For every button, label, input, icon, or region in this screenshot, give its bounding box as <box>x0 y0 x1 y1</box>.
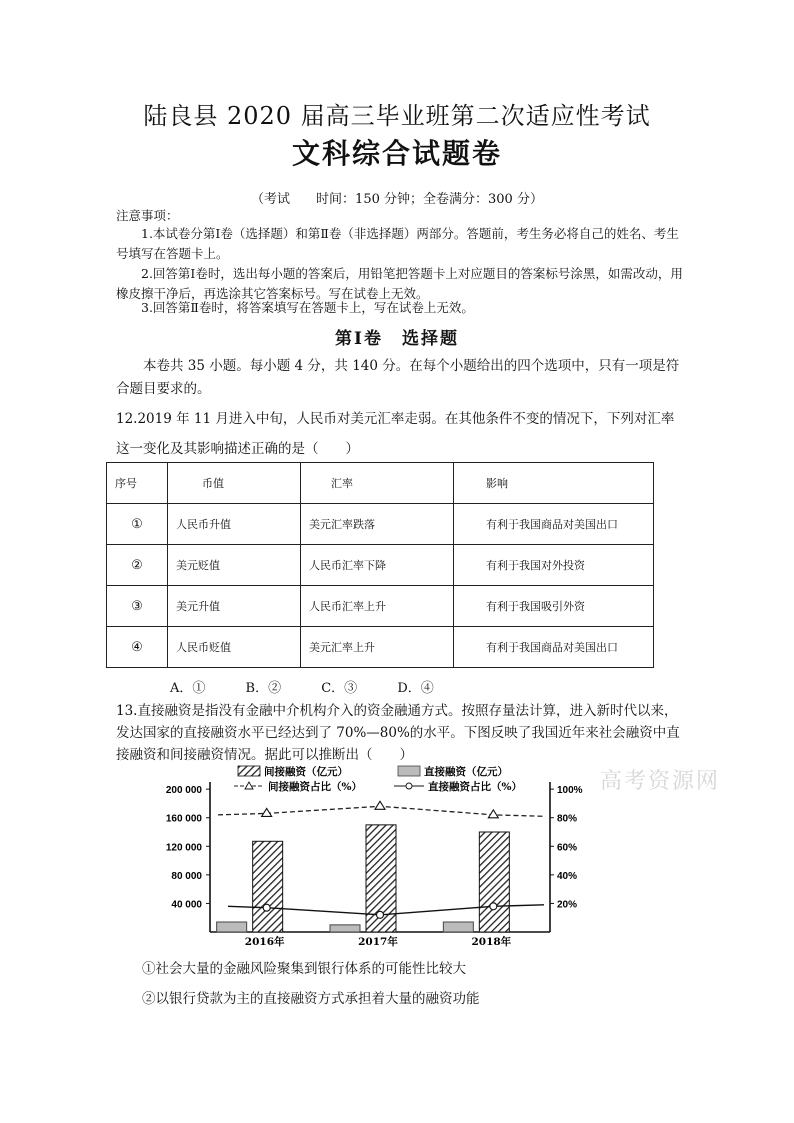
notes-heading: 注意事项： <box>116 208 179 223</box>
left-tick-label: 80 000 <box>171 870 202 882</box>
note-item-3: 3.回答第Ⅱ卷时，将答案填写在答题卡上，写在试卷上无效。 <box>141 300 474 315</box>
watermark: 高考资源网 <box>600 769 721 794</box>
table-row <box>107 504 654 545</box>
table-cell: 人民币汇率下降 <box>301 545 454 586</box>
table-cell: 有利于我国商品对美国出口 <box>454 504 654 545</box>
q13-statement-1: ①社会大量的金融风险聚集到银行体系的可能性比较大 <box>142 961 466 977</box>
exam-title: 陆良县 2020 届高三毕业班第二次适应性考试 <box>143 102 651 130</box>
right-tick-label: 60% <box>557 842 578 854</box>
table-header-row <box>107 463 654 504</box>
bar-direct-financing <box>217 922 247 932</box>
marker-indirect-share <box>375 801 385 809</box>
table-cell: ④ <box>107 627 168 668</box>
marker-direct-share <box>490 903 497 910</box>
table-cell: 有利于我国对外投资 <box>454 545 654 586</box>
table-cell: 人民币汇率上升 <box>301 586 454 627</box>
left-tick-label: 160 000 <box>165 813 202 825</box>
x-tick-label: 2017年 <box>358 936 398 948</box>
right-tick-label: 40% <box>557 870 578 882</box>
table-row <box>107 545 654 586</box>
note-item-2: 2.回答第Ⅰ卷时，选出每小题的答案后，用铅笔把答题卡上对应题目的答案标号涂黑，如需改动，用橡皮擦干净后，再选涂其它答案标号。写在试卷上无效。 <box>116 266 683 301</box>
table-cell: 有利于我国商品对美国出口 <box>454 627 654 668</box>
exam-info: （考试 时间：150 分钟；全卷满分：300 分） <box>251 192 543 207</box>
right-tick-label: 20% <box>557 899 578 911</box>
financing-chart <box>130 762 590 954</box>
legend-label-indirect-share: 间接融资占比（%） <box>268 781 362 793</box>
legend-label-direct: 直接融资（亿元） <box>424 766 508 778</box>
marker-direct-share <box>263 904 270 911</box>
exchange-rate-table <box>106 462 654 668</box>
table-row <box>107 586 654 627</box>
marker-indirect-share <box>488 810 498 818</box>
bar-direct-financing <box>330 925 360 932</box>
table-cell: 美元升值 <box>168 586 301 627</box>
option-a: A．① <box>170 681 206 696</box>
bar-direct-financing <box>443 922 473 932</box>
right-tick-label: 100% <box>557 785 583 797</box>
legend-swatch-direct <box>398 766 420 776</box>
section-title: 第Ⅰ卷 选择题 <box>335 329 459 349</box>
marker-direct-share <box>377 911 384 918</box>
right-tick-label: 80% <box>557 813 578 825</box>
legend-label-indirect: 间接融资（亿元） <box>264 766 348 778</box>
bar-indirect-financing <box>253 841 283 932</box>
option-b: B．② <box>245 681 282 696</box>
table-cell: 人民币升值 <box>168 504 301 545</box>
bar-indirect-financing <box>479 832 509 932</box>
table-cell: 有利于我国吸引外资 <box>454 586 654 627</box>
table-cell: 人民币贬值 <box>168 627 301 668</box>
table-cell: ① <box>107 504 168 545</box>
left-tick-label: 120 000 <box>165 842 202 854</box>
table-cell: 美元汇率跌落 <box>301 504 454 545</box>
x-tick-label: 2018年 <box>471 936 512 948</box>
table-row <box>107 627 654 668</box>
table-header-cell: 序号 <box>107 463 168 504</box>
option-d: D．④ <box>397 681 434 696</box>
section-intro: 本卷共 35 小题。每小题 4 分，共 140 分。在每个小题给出的四个选项中，只有一项是符合题目要求的。 <box>116 358 680 397</box>
option-c: C．③ <box>321 681 358 696</box>
q12-stem: 12.2019 年 11 月进入中旬，人民币对美元汇率走弱。在其他条件不变的情况下，下列对汇率这一变化及其影响描述正确的是（ ） <box>116 411 675 457</box>
note-item-1: 1.本试卷分第Ⅰ卷（选择题）和第Ⅱ卷（非选择题）两部分。答题前，考生务必将自己的姓名、考生号填写在答题卡上。 <box>116 226 679 261</box>
table-cell: 美元汇率上升 <box>301 627 454 668</box>
table-cell: ② <box>107 545 168 586</box>
q12-options <box>170 677 470 696</box>
q13-stem: 13.直接融资是指没有金融中介机构介入的资金融通方式。按照存量法计算，进入新时代以来，发达国家的直接融资水平已经达到了 70%—80%的水平。下图反映了我国近年来社会融资中直接融资和间接融资情况。据此可以推断出（ ） <box>116 703 680 763</box>
x-tick-label: 2016年 <box>244 936 285 948</box>
chart-legend <box>234 765 522 793</box>
legend-label-direct-share: 直接融资占比（%） <box>428 781 522 793</box>
table-cell: 美元贬值 <box>168 545 301 586</box>
table-header-cell: 影响 <box>454 463 654 504</box>
table-header-cell: 汇率 <box>301 463 454 504</box>
legend-swatch-indirect <box>238 766 260 776</box>
marker-indirect-share <box>262 808 272 816</box>
left-tick-label: 200 000 <box>165 785 202 797</box>
q13-statement-2: ②以银行贷款为主的直接融资方式承担着大量的融资功能 <box>142 991 480 1007</box>
exam-subtitle: 文科综合试题卷 <box>291 137 502 170</box>
legend-marker-direct-share <box>406 783 412 789</box>
table-cell: ③ <box>107 586 168 627</box>
table-header-cell: 币值 <box>168 463 301 504</box>
left-tick-label: 40 000 <box>171 899 202 911</box>
chart-bars <box>217 825 510 932</box>
